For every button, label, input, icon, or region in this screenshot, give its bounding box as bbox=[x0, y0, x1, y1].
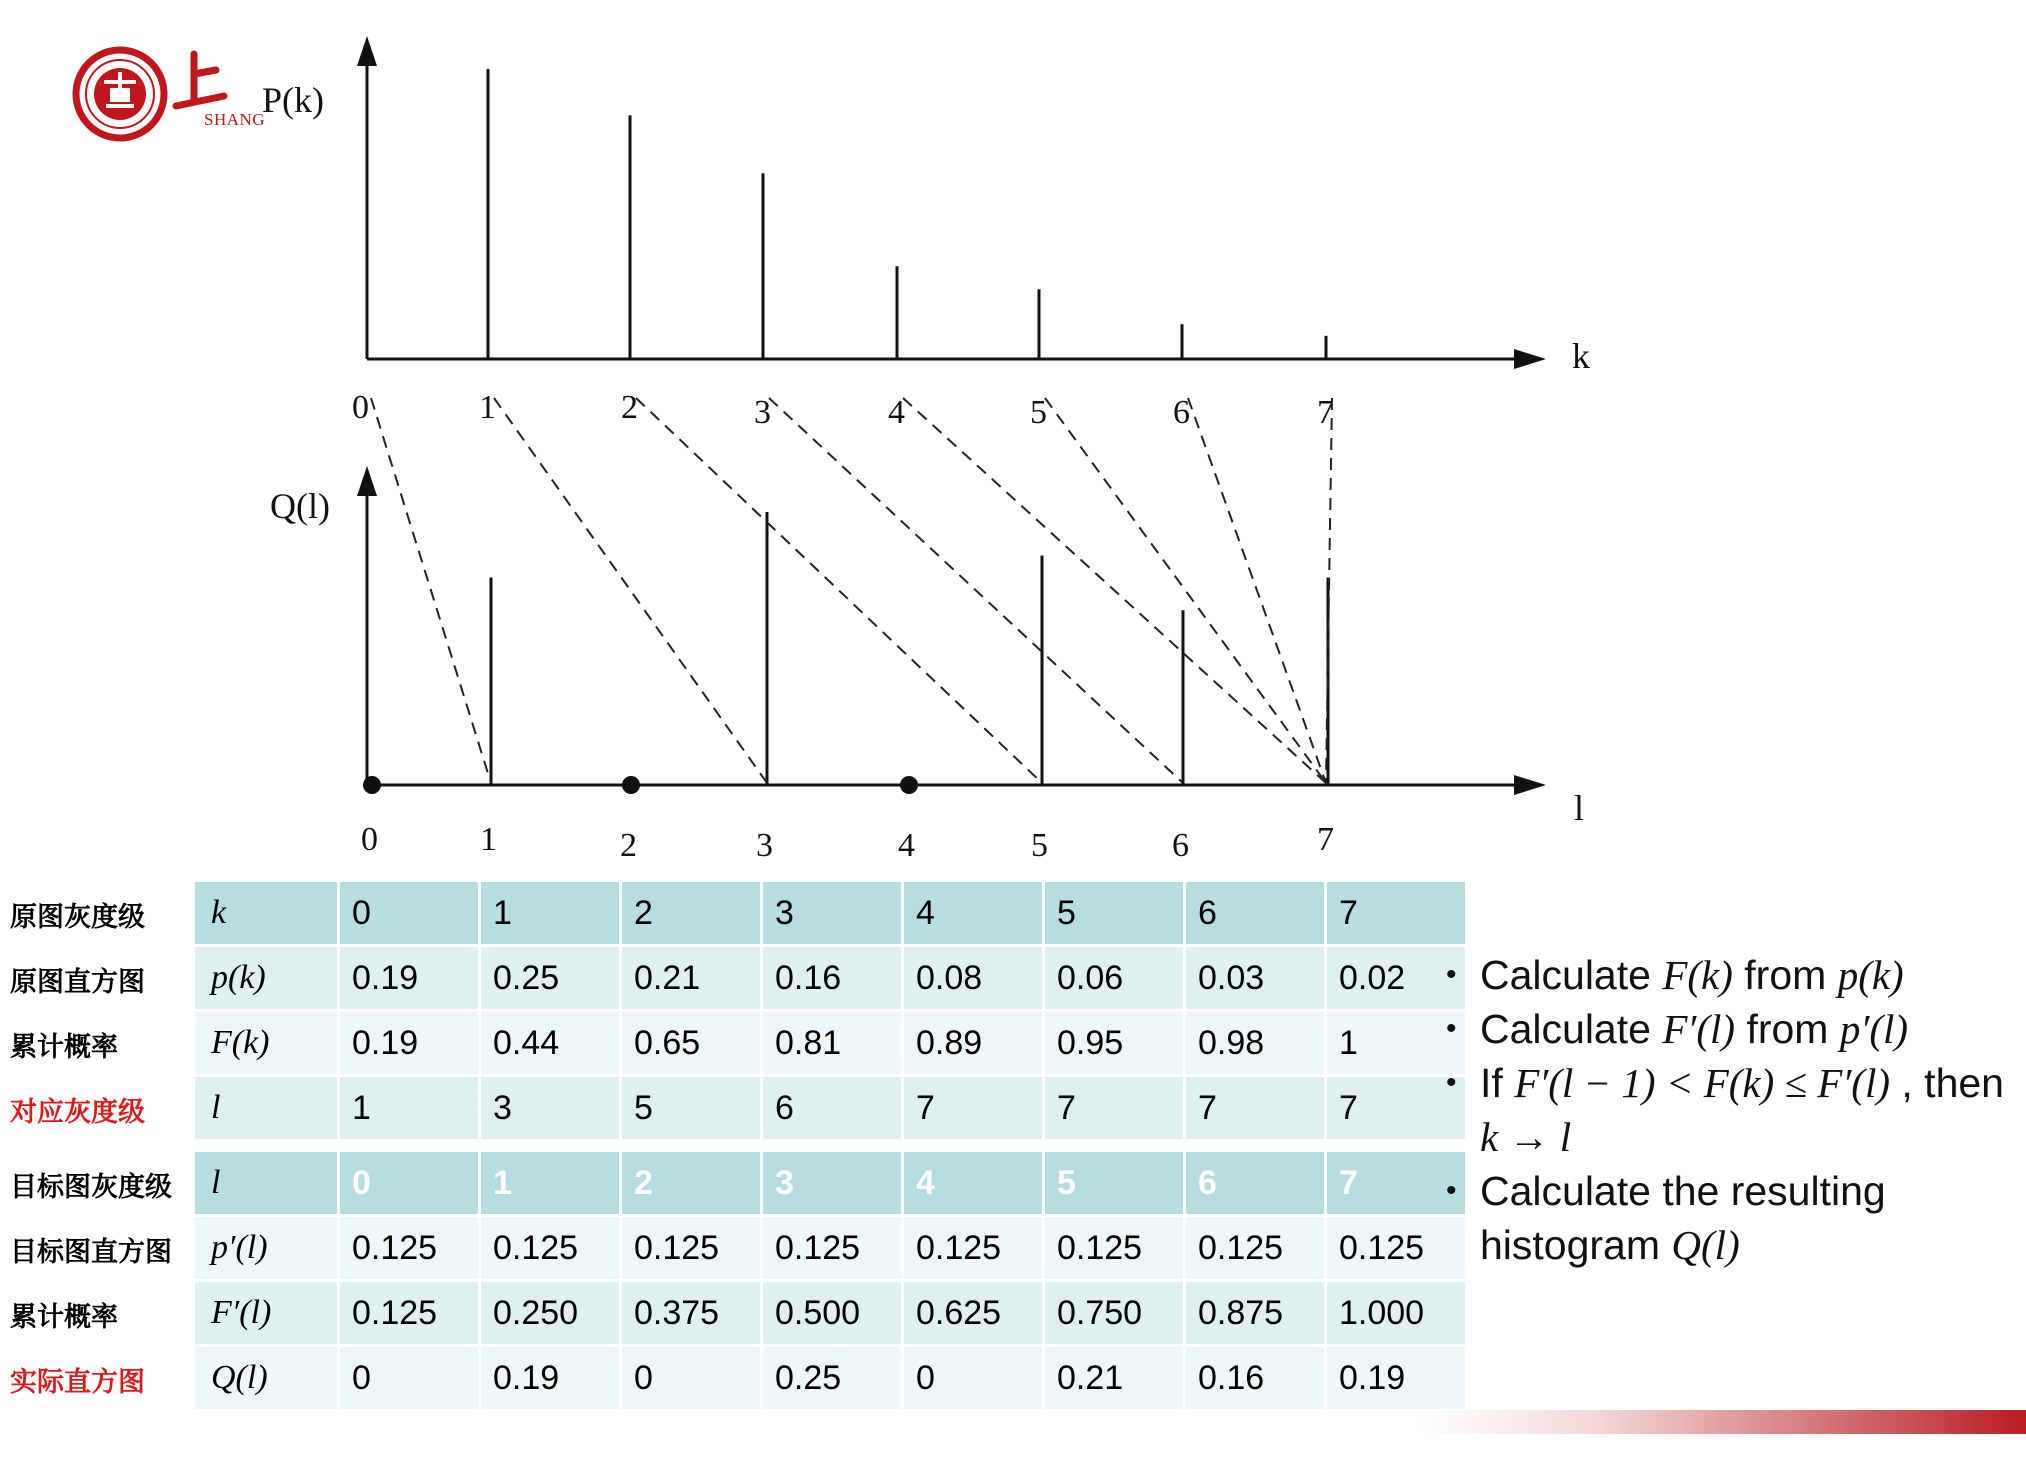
table-cell: 0.44 bbox=[481, 1012, 622, 1077]
bottom-y-arrow-icon bbox=[357, 466, 377, 496]
row-label: 原图直方图 bbox=[0, 947, 195, 1012]
table-cell: 5 bbox=[622, 1077, 763, 1142]
table-cell: 0.65 bbox=[622, 1012, 763, 1077]
note-math: Q(l) bbox=[1671, 1222, 1740, 1268]
table-cell: 2 bbox=[622, 882, 763, 947]
note-item bbox=[1446, 948, 2026, 1002]
mapping-line-k5 bbox=[1045, 398, 1326, 783]
note-text: Calculate bbox=[1480, 1006, 1663, 1052]
note-math: p(k) bbox=[1837, 952, 1904, 998]
bottom-tick-label-2: 2 bbox=[620, 827, 637, 864]
note-text: from bbox=[1732, 952, 1838, 998]
note-math: k → l bbox=[1480, 1114, 1572, 1160]
table-cell: 1 bbox=[481, 882, 622, 947]
top-tick-label-1: 1 bbox=[479, 389, 496, 426]
bottom-axis bbox=[357, 466, 1546, 864]
top-tick-label-6: 6 bbox=[1173, 394, 1190, 431]
top-tick-label-2: 2 bbox=[621, 389, 638, 426]
top-tick-label-0: 0 bbox=[352, 389, 369, 426]
table-cell: 7 bbox=[1327, 882, 1468, 947]
table-row bbox=[0, 1152, 1468, 1217]
table-cell: 7 bbox=[1186, 1077, 1327, 1142]
table-cell: 3 bbox=[763, 1152, 904, 1217]
table-cell: 0.06 bbox=[1045, 947, 1186, 1012]
top-tick-label-7: 7 bbox=[1317, 394, 1334, 431]
note-item bbox=[1446, 1164, 2026, 1272]
row-symbol: p′(l) bbox=[195, 1217, 340, 1282]
top-y-axis-label: P(k) bbox=[262, 80, 324, 120]
table-cell: 7 bbox=[1327, 1152, 1468, 1217]
mapping-line-k1 bbox=[494, 398, 767, 783]
table-cell: 6 bbox=[1186, 1152, 1327, 1217]
table-cell: 0.125 bbox=[1186, 1217, 1327, 1282]
top-x-axis-label: k bbox=[1572, 336, 1590, 376]
bullet-icon: • bbox=[1446, 1174, 1457, 1207]
table-cell: 0.125 bbox=[1045, 1217, 1186, 1282]
note-text: Calculate the resulting histogram bbox=[1480, 1168, 1886, 1268]
row-symbol: p(k) bbox=[195, 947, 340, 1012]
table-cell: 4 bbox=[904, 882, 1045, 947]
table-cell: 2 bbox=[622, 1152, 763, 1217]
table-row bbox=[0, 1012, 1468, 1077]
table-cell: 0.125 bbox=[340, 1282, 481, 1347]
table-cell: 7 bbox=[1045, 1077, 1186, 1142]
table-cell: 1 bbox=[340, 1077, 481, 1142]
table-cell: 0.19 bbox=[481, 1347, 622, 1412]
table-cell: 0 bbox=[340, 1347, 481, 1412]
table-gap-cell bbox=[0, 1142, 1468, 1152]
top-x-arrow-icon bbox=[1514, 349, 1546, 369]
table-cell: 0.875 bbox=[1186, 1282, 1327, 1347]
table-cell: 5 bbox=[1045, 1152, 1186, 1217]
row-symbol: F(k) bbox=[195, 1012, 340, 1077]
row-label: 实际直方图 bbox=[0, 1347, 195, 1412]
table-cell: 3 bbox=[481, 1077, 622, 1142]
table-cell: 5 bbox=[1045, 882, 1186, 947]
table-cell: 0.625 bbox=[904, 1282, 1045, 1347]
table-cell: 6 bbox=[763, 1077, 904, 1142]
table-cell: 0.25 bbox=[481, 947, 622, 1012]
row-label: 目标图灰度级 bbox=[0, 1152, 195, 1217]
mapping-lines bbox=[371, 398, 1332, 783]
table-cell: 0.125 bbox=[763, 1217, 904, 1282]
note-text: from bbox=[1735, 1006, 1840, 1052]
table-cell: 7 bbox=[904, 1077, 1045, 1142]
row-symbol: l bbox=[195, 1077, 340, 1142]
table-cell: 0.81 bbox=[763, 1012, 904, 1077]
note-text: Calculate bbox=[1480, 952, 1663, 998]
table-gap-row bbox=[0, 1142, 1468, 1152]
note-text: , then bbox=[1890, 1060, 2004, 1106]
top-tick-label-4: 4 bbox=[888, 394, 905, 431]
table-cell: 0 bbox=[340, 1152, 481, 1217]
top-tick-label-3: 3 bbox=[754, 394, 771, 431]
table-cell: 0.21 bbox=[1045, 1347, 1186, 1412]
bullet-icon: • bbox=[1446, 958, 1457, 991]
bottom-tick-label-5: 5 bbox=[1031, 827, 1048, 864]
table-cell: 0.16 bbox=[1186, 1347, 1327, 1412]
mapping-line-k4 bbox=[903, 398, 1326, 783]
procedure-notes bbox=[1446, 948, 2026, 1272]
bottom-tick-label-6: 6 bbox=[1172, 827, 1189, 864]
row-label: 累计概率 bbox=[0, 1012, 195, 1077]
table-cell: 0.375 bbox=[622, 1282, 763, 1347]
row-label: 原图灰度级 bbox=[0, 882, 195, 947]
table-cell: 0.16 bbox=[763, 947, 904, 1012]
row-symbol: F′(l) bbox=[195, 1282, 340, 1347]
row-label: 累计概率 bbox=[0, 1282, 195, 1347]
table-cell: 6 bbox=[1186, 882, 1327, 947]
logo-text: SHANG bbox=[204, 110, 266, 129]
note-math: F′(l) bbox=[1662, 1006, 1736, 1052]
bottom-empty-dot-0 bbox=[363, 776, 381, 794]
note-item bbox=[1446, 1002, 2026, 1056]
table-cell: 0.250 bbox=[481, 1282, 622, 1347]
table-cell: 0.500 bbox=[763, 1282, 904, 1347]
table-cell: 4 bbox=[904, 1152, 1045, 1217]
mapping-line-k2 bbox=[636, 398, 1042, 783]
table-row bbox=[0, 947, 1468, 1012]
bottom-x-arrow-icon bbox=[1514, 775, 1546, 795]
footer-accent-bar bbox=[1420, 1410, 2026, 1434]
table-cell: 0.25 bbox=[763, 1347, 904, 1412]
row-symbol: l bbox=[195, 1152, 340, 1217]
mapping-line-k0 bbox=[371, 398, 491, 783]
table-cell: 0.98 bbox=[1186, 1012, 1327, 1077]
bullet-icon: • bbox=[1446, 1012, 1457, 1045]
table-cell: 1.000 bbox=[1327, 1282, 1468, 1347]
table-cell: 0.19 bbox=[340, 1012, 481, 1077]
bottom-tick-label-4: 4 bbox=[898, 827, 915, 864]
table-cell: 0.125 bbox=[622, 1217, 763, 1282]
top-y-arrow-icon bbox=[357, 36, 377, 66]
row-label: 对应灰度级 bbox=[0, 1077, 195, 1142]
bottom-y-axis-label: Q(l) bbox=[270, 486, 330, 526]
top-axis bbox=[352, 36, 1546, 431]
table-cell: 0.125 bbox=[481, 1217, 622, 1282]
histogram-specification-table bbox=[0, 882, 1468, 1412]
table-cell: 1 bbox=[1327, 1012, 1468, 1077]
mapping-line-k3 bbox=[769, 398, 1183, 783]
bottom-x-axis-label: l bbox=[1574, 788, 1585, 828]
table-cell: 0.750 bbox=[1045, 1282, 1186, 1347]
bottom-tick-label-1: 1 bbox=[480, 821, 497, 858]
note-text: If bbox=[1480, 1060, 1515, 1106]
note-math: p′(l) bbox=[1839, 1006, 1909, 1052]
table-cell: 0.125 bbox=[340, 1217, 481, 1282]
table-row bbox=[0, 1347, 1468, 1412]
table-cell: 7 bbox=[1327, 1077, 1468, 1142]
bullet-icon: • bbox=[1446, 1066, 1457, 1099]
note-math: F′(l − 1) < F(k) ≤ F′(l) bbox=[1514, 1060, 1890, 1106]
table-row bbox=[0, 1282, 1468, 1347]
bottom-tick-label-0: 0 bbox=[361, 821, 378, 858]
row-label: 目标图直方图 bbox=[0, 1217, 195, 1282]
table-row bbox=[0, 882, 1468, 947]
table-cell: 0.02 bbox=[1327, 947, 1468, 1012]
row-symbol: Q(l) bbox=[195, 1347, 340, 1412]
table-cell: 0.89 bbox=[904, 1012, 1045, 1077]
table-cell: 0.03 bbox=[1186, 947, 1327, 1012]
table-cell: 0.08 bbox=[904, 947, 1045, 1012]
bottom-tick-label-3: 3 bbox=[756, 827, 773, 864]
table-cell: 0.125 bbox=[1327, 1217, 1468, 1282]
mapping-line-k6 bbox=[1188, 398, 1326, 783]
bottom-empty-dot-2 bbox=[622, 776, 640, 794]
table-cell: 0 bbox=[904, 1347, 1045, 1412]
table-cell: 3 bbox=[763, 882, 904, 947]
table-cell: 0.125 bbox=[904, 1217, 1045, 1282]
table-cell: 1 bbox=[481, 1152, 622, 1217]
table-cell: 0 bbox=[340, 882, 481, 947]
table-cell: 0 bbox=[622, 1347, 763, 1412]
table-cell: 0.95 bbox=[1045, 1012, 1186, 1077]
bottom-empty-dot-4 bbox=[900, 776, 918, 794]
table-row bbox=[0, 1217, 1468, 1282]
bottom-tick-label-7: 7 bbox=[1317, 821, 1334, 858]
row-symbol: k bbox=[195, 882, 340, 947]
table-cell: 0.21 bbox=[622, 947, 763, 1012]
top-tick-label-5: 5 bbox=[1030, 394, 1047, 431]
note-item bbox=[1446, 1056, 2026, 1164]
note-math: F(k) bbox=[1662, 952, 1733, 998]
table-row bbox=[0, 1077, 1468, 1142]
table-cell: 0.19 bbox=[1327, 1347, 1468, 1412]
table-cell: 0.19 bbox=[340, 947, 481, 1012]
